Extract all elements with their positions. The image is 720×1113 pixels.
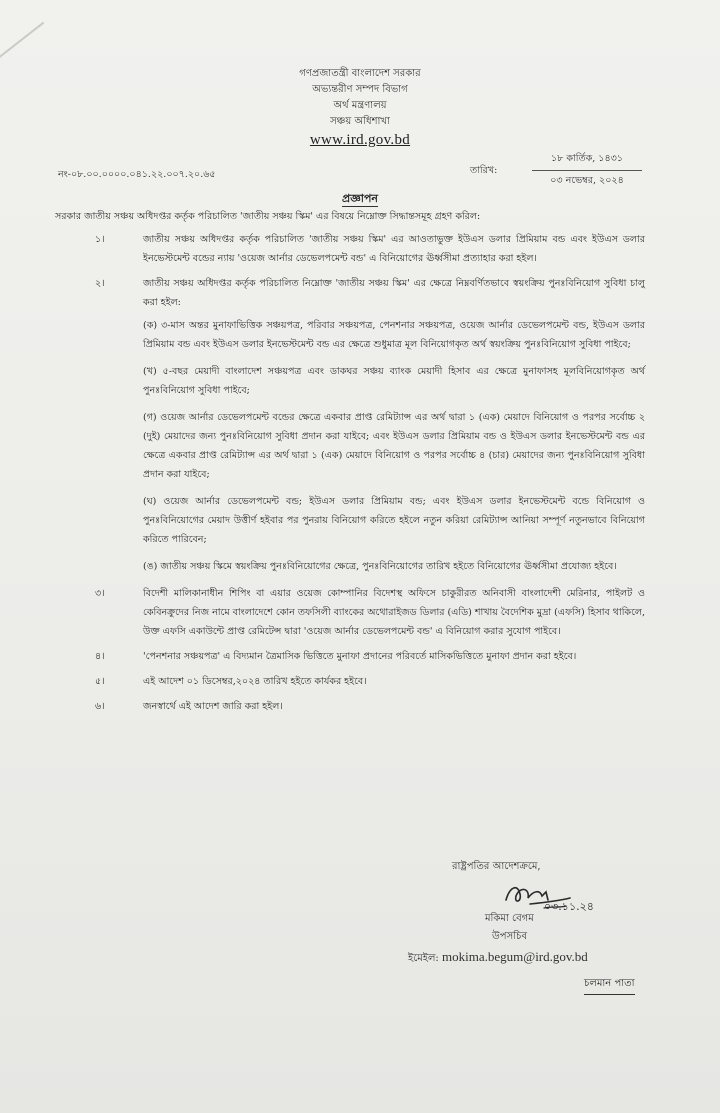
handwritten-signature bbox=[500, 880, 600, 912]
item-number: ৪। bbox=[95, 651, 105, 662]
item-text: জাতীয় সঞ্চয় অধিদপ্তর কর্তৃক পরিচালিত নিম্নোক্ত 'জাতীয় সঞ্চয় স্কিম' এর ক্ষেত্রে নিম্নবর্ণিতভাবে স্বয়ংক্রিয় পুনঃবিনিয়োগ সুবিধা চালু করা হইল: bbox=[143, 278, 645, 308]
signature-date: ০৩.১১.২৪ bbox=[544, 900, 594, 912]
sub-item-ga: (গ) ওয়েজ আর্নার ডেভেলপমেন্ট বন্ডের ক্ষেত্রে একবার প্রাপ্ত রেমিট্যান্স এর অর্থ দ্বারা ১ (এক) মেয়াদে বিনিয়োগ ও পরপর সর্বোচ্চ ২ (দুই) মেয়াদের জন্য পুনঃবিনিয়োগ সুবিধা প্রদান করা যাইবে; এবং ইউএস ডলার প্রিমিয়াম বন্ড ও ইউএস ডলার ইনভেস্টমেন্ট বন্ড এর ক্ষেত্রে একবার প্রাপ্ত রেমিট্যান্স এর অর্থ দ্বারা ১ (এক) মেয়াদে বিনিয়োগ ও পরপর সর্বোচ্চ ৪ (চার) মেয়াদের জন্য পুনঃবিনিয়োগ সুবিধা প্রদান করা যাইবে; bbox=[143, 412, 645, 480]
item-text: এই আদেশ ০১ ডিসেম্বর,২০২৪ তারিখ হইতে কার্যকর হইবে। bbox=[143, 676, 367, 687]
signatory-designation: উপসচিব bbox=[492, 931, 528, 942]
item-text: জাতীয় সঞ্চয় অধিদপ্তর কর্তৃক পরিচালিত 'জাতীয় সঞ্চয় স্কিম' এর আওতাভুক্ত ইউএস ডলার প্রিমিয়াম বন্ড এবং ইউএস ডলার ইনভেস্টমেন্ট বন্ডের ন্যায় 'ওয়েজ আর্নার ডেভেলপমেন্ট বন্ড' এ বিনিয়োগের ঊর্ধ্বসীমা প্রত্যাহার করা হইল। bbox=[143, 234, 645, 264]
continued-page-note: চলমান পাতা bbox=[584, 976, 635, 995]
header-division: অভ্যন্তরীণ সম্পদ বিভাগ bbox=[312, 84, 408, 95]
decision-item-5 bbox=[85, 672, 645, 691]
decision-item-2 bbox=[85, 274, 645, 576]
item-number: ৩। bbox=[95, 588, 105, 599]
decision-item-1 bbox=[85, 230, 645, 268]
letterhead bbox=[0, 66, 720, 150]
email-address: mokima.begum@ird.gov.bd bbox=[441, 949, 588, 964]
sub-item-gha: (ঘ) ওয়েজ আর্নার ডেভেলপমেন্ট বন্ড; ইউএস ডলার প্রিমিয়াম বন্ড; এবং ইউএস ডলার ইনভেস্টমেন্ট বন্ডে বিনিয়োগ ও পুনঃবিনিয়োগের মেয়াদ উত্তীর্ণ হইবার পর পুনরায় বিনিয়োগ করিতে হইলে নতুন করিয়া রেমিট্যান্স আনিয়া সম্পূর্ণ নতুনভাবে বিনিয়োগ করিতে পারিবেন; bbox=[143, 496, 645, 545]
memo-number: নং-০৮.০০.০০০০.০৪১.২২.০০৭.২০.৬৫ bbox=[58, 169, 216, 180]
document-title-text: প্রজ্ঞাপন bbox=[342, 192, 378, 205]
decision-item-6 bbox=[85, 697, 645, 716]
sub-item-umo: (ঙ) জাতীয় সঞ্চয় স্কিমে স্বয়ংক্রিয় পুনঃবিনিয়োগের ক্ষেত্রে, পুনঃবিনিয়োগের তারিখ হইতে বিনিয়োগের ঊর্ধ্বসীমা প্রযোজ্য হইবে। bbox=[143, 561, 617, 572]
decision-item-4 bbox=[85, 647, 645, 666]
item-number: ৫। bbox=[95, 676, 105, 687]
item-number: ২। bbox=[95, 278, 105, 289]
item-text: বিদেশী মালিকানাধীন শিপিং বা এয়ার ওয়েজ কোম্পানির বিদেশস্থ অফিসে চাকুরীরত অনিবাসী বাংলাদেশী মেরিনার, পাইলট ও কেবিনক্রুদের নিজ নামে বাংলাদেশে কোন তফসিলী ব্যাংকের অথোরাইজড ডিলার (এডি) শাখায় বৈদেশিক মুদ্রা (এফসি) হিসাব থাকিলে, উক্ত এফসি একাউন্টে প্রাপ্ত রেমিটেন্স দ্বারা 'ওয়েজ আর্নার ডেভেলপমেন্ট বন্ড' এ বিনিয়োগ করার সুযোগ পাইবে। bbox=[143, 588, 645, 637]
sub-item-ka: (ক) ৩-মাস অন্তর মুনাফাভিত্তিক সঞ্চয়পত্র, পরিবার সঞ্চয়পত্র, পেনশনার সঞ্চয়পত্র, ওয়েজ আর্নার ডেভেলপমেন্ট বন্ড, ইউএস ডলার প্রিমিয়াম বন্ড এবং ইউএস ডলার ইনভেস্টমেন্ট বন্ড এর ক্ষেত্রে শুধুমাত্র মূল বিনিয়োগকৃত অর্থ স্বয়ংক্রিয় পুনঃবিনিয়োগ সুবিধা পাইবে; bbox=[143, 320, 645, 350]
item-number: ৬। bbox=[95, 701, 105, 712]
decision-list bbox=[85, 230, 645, 722]
header-ministry: অর্থ মন্ত্রণালয় bbox=[333, 100, 387, 111]
item-text: 'পেনশনার সঞ্চয়পত্র' এ বিদ্যমান ত্রৈমাসিক ভিত্তিতে মুনাফা প্রদানের পরিবর্তে মাসিকভিত্তিতে মুনাফা প্রদান করা হইবে। bbox=[143, 651, 577, 662]
sub-item-kha: (খ) ৫-বছর মেয়াদী বাংলাদেশ সঞ্চয়পত্র এবং ডাকঘর সঞ্চয় ব্যাংক মেয়াদী হিসাব এর ক্ষেত্রে মুনাফাসহ মূলবিনিয়োগকৃত অর্থ পুনঃবিনিয়োগ সুবিধা পাইবে; bbox=[143, 366, 645, 396]
date-values bbox=[532, 150, 642, 189]
paper-fold-mark bbox=[0, 22, 44, 61]
decision-item-3 bbox=[85, 584, 645, 641]
item-text: জনস্বার্থে এই আদেশ জারি করা হইল। bbox=[143, 701, 283, 712]
header-wing: সঞ্চয় অধিশাখা bbox=[330, 116, 390, 127]
date-bangla: ১৮ কার্তিক, ১৪৩১ bbox=[532, 150, 642, 171]
signatory-name: মকিমা বেগম bbox=[485, 913, 534, 924]
header-government: গণপ্রজাতন্ত্রী বাংলাদেশ সরকার bbox=[299, 68, 421, 79]
intro-paragraph: সরকার জাতীয় সঞ্চয় অধিদপ্তর কর্তৃক পরিচালিত 'জাতীয় সঞ্চয় স্কিম' এর বিষয়ে নিম্নোক্ত সিদ্ধান্তসমূহ গ্রহণ করিল: bbox=[55, 211, 481, 222]
date-label: তারিখ: bbox=[470, 165, 498, 176]
document-title bbox=[0, 190, 720, 209]
date-gregorian: ০৩ নভেম্বর, ২০২৪ bbox=[550, 175, 624, 186]
header-website: www.ird.gov.bd bbox=[309, 132, 411, 148]
signatory-email-line bbox=[408, 948, 588, 968]
by-order-line: রাষ্ট্রপতির আদেশক্রমে, bbox=[452, 861, 541, 872]
email-label: ইমেইল: bbox=[408, 953, 439, 964]
item-number: ১। bbox=[95, 234, 105, 245]
